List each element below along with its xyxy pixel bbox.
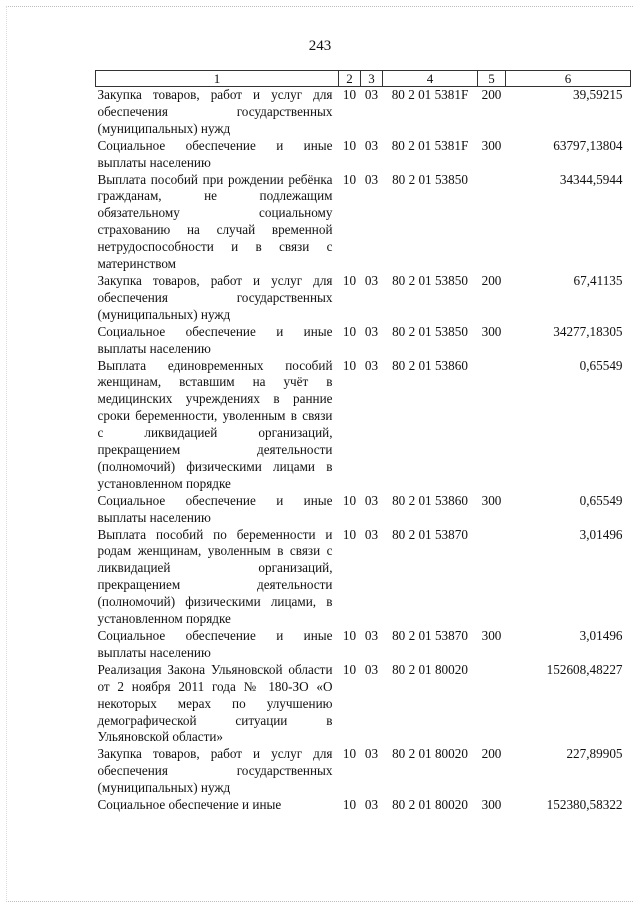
table-row: [96, 662, 631, 747]
table-row: [96, 628, 631, 662]
row-section: 10: [342, 272, 357, 288]
table-row: [96, 138, 631, 172]
row-amount: 63797,13804: [553, 137, 623, 153]
row-amount: 3,01496: [579, 526, 623, 542]
row-section: 10: [342, 323, 357, 339]
row-name: Социальное обеспечение и иные выплаты населению: [97, 628, 333, 660]
row-subsection: 03: [364, 797, 379, 813]
row-target-code: 80 2 01 53870: [392, 526, 468, 542]
row-expense-type: 300: [481, 492, 502, 508]
row-expense-type: 200: [481, 87, 502, 102]
header-cell-1: 1: [96, 71, 339, 87]
table-row: [96, 797, 631, 814]
table-row: [96, 87, 631, 138]
table-row: [96, 172, 631, 273]
row-expense-type: [478, 172, 506, 273]
row-amount: 39,59215: [573, 87, 623, 102]
header-cell-6: 6: [506, 71, 631, 87]
row-section: 10: [342, 746, 357, 762]
row-section: 10: [342, 526, 357, 542]
row-subsection: 03: [364, 746, 379, 762]
row-section: 10: [342, 87, 357, 102]
row-amount: 152380,58322: [546, 797, 623, 813]
table-row: [96, 358, 631, 493]
row-subsection: 03: [364, 137, 379, 153]
row-subsection: 03: [364, 526, 379, 542]
row-name: Социальное обеспечение и иные: [97, 797, 282, 813]
row-subsection: 03: [364, 171, 379, 187]
row-expense-type: 300: [481, 323, 502, 339]
row-section: 10: [342, 661, 357, 677]
header-cell-3: 3: [361, 71, 383, 87]
header-cell-5: 5: [478, 71, 506, 87]
row-target-code: 80 2 01 53850: [392, 272, 468, 288]
row-amount: 152608,48227: [546, 661, 623, 677]
row-subsection: 03: [364, 272, 379, 288]
row-section: 10: [342, 797, 357, 813]
row-section: 10: [342, 171, 357, 187]
row-amount: 227,89905: [566, 746, 623, 762]
budget-table: [95, 70, 631, 814]
row-name: Выплата единовременных пособий женщинам, вставшим на учёт в медицинских учреждениях в ранние сроки беременности, уволенным в связи с ликвидацией организаций, прекращением деятельности (полномочий) физическими лицами в установленном порядке: [97, 357, 333, 491]
row-name: Социальное обеспечение и иные выплаты населению: [97, 137, 333, 170]
row-amount: 0,65549: [579, 357, 623, 373]
row-name: Закупка товаров, работ и услуг для обеспечения государственных (муниципальных) нужд: [97, 272, 333, 322]
table-row: [96, 273, 631, 324]
row-name: Выплата пособий по беременности и родам женщинам, уволенным в связи с ликвидацией организаций, прекращением деятельности (полномочий) физическими лицами, в установленном порядке: [97, 526, 333, 627]
row-subsection: 03: [364, 87, 379, 102]
row-target-code: 80 2 01 53850: [392, 323, 468, 339]
row-target-code: 80 2 01 80020: [392, 661, 468, 677]
row-expense-type: [478, 527, 506, 628]
row-target-code: 80 2 01 53860: [392, 492, 468, 508]
table-row: [96, 493, 631, 527]
row-subsection: 03: [364, 661, 379, 677]
row-subsection: 03: [364, 628, 379, 643]
row-target-code: 80 2 01 53870: [392, 628, 468, 643]
row-target-code: 80 2 01 5381F: [391, 137, 469, 153]
page-number: 243: [308, 38, 332, 54]
row-subsection: 03: [364, 323, 379, 339]
table-header: [96, 71, 631, 87]
row-name: Реализация Закона Ульяновской области от 2 ноября 2011 года № 180-ЗО «О некоторых мерах по улучшению демографической ситуации в Ульяновской области»: [97, 661, 333, 745]
row-target-code: 80 2 01 5381F: [391, 87, 469, 102]
row-section: 10: [342, 357, 357, 373]
table-body: [96, 87, 631, 814]
row-expense-type: 200: [481, 272, 502, 288]
table-row: [96, 324, 631, 358]
header-row: [96, 71, 631, 87]
row-amount: 67,41135: [573, 272, 623, 288]
row-name: Социальное обеспечение и иные выплаты населению: [97, 492, 333, 525]
header-cell-2: 2: [339, 71, 361, 87]
row-name: Выплата пособий при рождении ребёнка гражданам, не подлежащим обязательному социальному страхованию на случай временной нетрудоспособности и в связи с материнством: [97, 171, 333, 272]
table-row: [96, 527, 631, 628]
row-amount: 34277,18305: [553, 323, 623, 339]
row-expense-type: 200: [481, 746, 502, 762]
table-row: [96, 746, 631, 797]
row-subsection: 03: [364, 357, 379, 373]
row-section: 10: [342, 628, 357, 643]
row-name: Социальное обеспечение и иные выплаты населению: [97, 323, 333, 356]
row-section: 10: [342, 137, 357, 153]
row-amount: 0,65549: [579, 492, 623, 508]
row-target-code: 80 2 01 53860: [392, 357, 468, 373]
row-target-code: 80 2 01 53850: [392, 171, 468, 187]
row-expense-type: 300: [481, 797, 502, 813]
row-expense-type: [478, 662, 506, 747]
row-expense-type: 300: [481, 628, 502, 643]
row-target-code: 80 2 01 80020: [392, 746, 468, 762]
row-section: 10: [342, 492, 357, 508]
row-name: Закупка товаров, работ и услуг для обеспечения государственных (муниципальных) нужд: [97, 87, 333, 136]
row-expense-type: 300: [481, 137, 502, 153]
row-name: Закупка товаров, работ и услуг для обеспечения государственных (муниципальных) нужд: [97, 746, 333, 796]
header-cell-4: 4: [383, 71, 478, 87]
row-expense-type: [478, 358, 506, 493]
row-amount: 34344,5944: [559, 171, 623, 187]
row-target-code: 80 2 01 80020: [392, 797, 468, 813]
row-subsection: 03: [364, 492, 379, 508]
row-amount: 3,01496: [579, 628, 623, 643]
